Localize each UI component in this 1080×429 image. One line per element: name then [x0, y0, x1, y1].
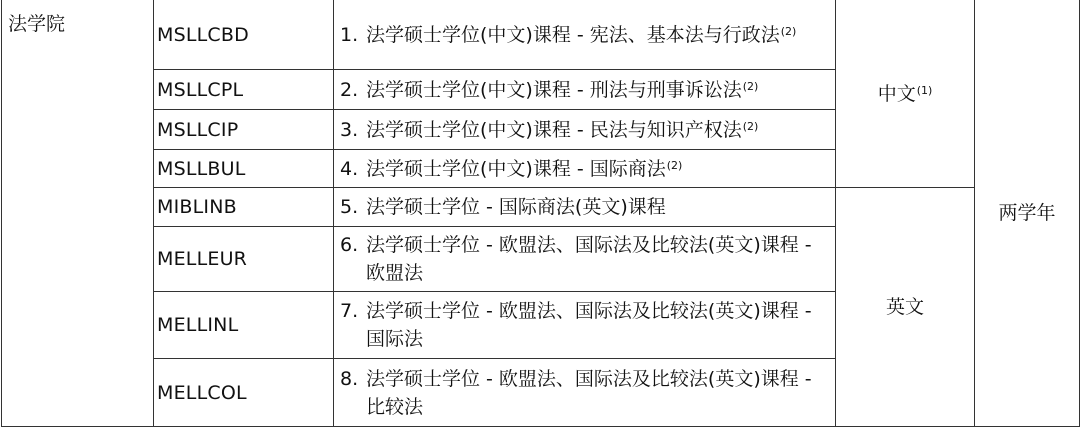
- course-number: 1.: [340, 23, 359, 46]
- programme-code: MSLLCPL: [154, 70, 334, 110]
- course-name: 法学硕士学位 - 国际商法(英文)课程: [366, 196, 666, 218]
- programme-code: MELLINL: [154, 292, 334, 359]
- footnote-marker: (2): [666, 158, 683, 172]
- course-name-cell: [334, 188, 836, 227]
- course-name-cell: [334, 359, 836, 427]
- course-name: 法学硕士学位 - 欧盟法、国际法及比较法(英文)课程 - 国际法: [366, 300, 812, 350]
- footnote-marker: (1): [916, 83, 933, 97]
- footnote-marker: (2): [780, 24, 797, 38]
- course-number: 8.: [340, 367, 359, 390]
- language-label: 中文: [877, 82, 916, 105]
- course-number: 6.: [340, 234, 359, 256]
- faculty-cell: 法学院: [2, 0, 154, 427]
- language-chinese-cell: [836, 0, 975, 188]
- course-name-cell: [334, 0, 836, 70]
- footnote-marker: (2): [742, 79, 759, 93]
- course-number: 7.: [340, 300, 359, 322]
- programme-code: MIBLINB: [154, 188, 334, 227]
- table-row: [2, 0, 1080, 70]
- programme-code: MELLCOL: [154, 359, 334, 427]
- table-row: [2, 188, 1080, 227]
- course-name: 法学硕士学位(中文)课程 - 刑法与刑事诉讼法: [366, 78, 742, 101]
- course-name-cell: [334, 227, 836, 292]
- course-name: 法学硕士学位 - 欧盟法、国际法及比较法(英文)课程 - 比较法: [366, 367, 812, 418]
- course-number: 2.: [340, 78, 359, 101]
- footnote-marker: (2): [742, 119, 759, 133]
- course-name: 法学硕士学位(中文)课程 - 国际商法: [366, 157, 666, 180]
- course-name: 法学硕士学位(中文)课程 - 民法与知识产权法: [366, 118, 742, 141]
- course-number: 4.: [340, 157, 359, 180]
- course-name: 法学硕士学位 - 欧盟法、国际法及比较法(英文)课程 - 欧盟法: [366, 234, 812, 284]
- course-name-cell: [334, 70, 836, 110]
- programme-code: MSLLCIP: [154, 110, 334, 150]
- programme-code: MSLLBUL: [154, 150, 334, 188]
- programme-table: [1, 0, 1080, 427]
- duration-cell: 两学年: [975, 0, 1080, 427]
- course-name: 法学硕士学位(中文)课程 - 宪法、基本法与行政法: [366, 23, 780, 46]
- language-english-cell: 英文: [836, 188, 975, 427]
- course-name-cell: [334, 150, 836, 188]
- course-number: 3.: [340, 118, 359, 141]
- programme-code: MELLEUR: [154, 227, 334, 292]
- programme-code: MSLLCBD: [154, 0, 334, 70]
- course-name-cell: [334, 110, 836, 150]
- course-name-cell: [334, 292, 836, 359]
- course-number: 5.: [340, 196, 359, 218]
